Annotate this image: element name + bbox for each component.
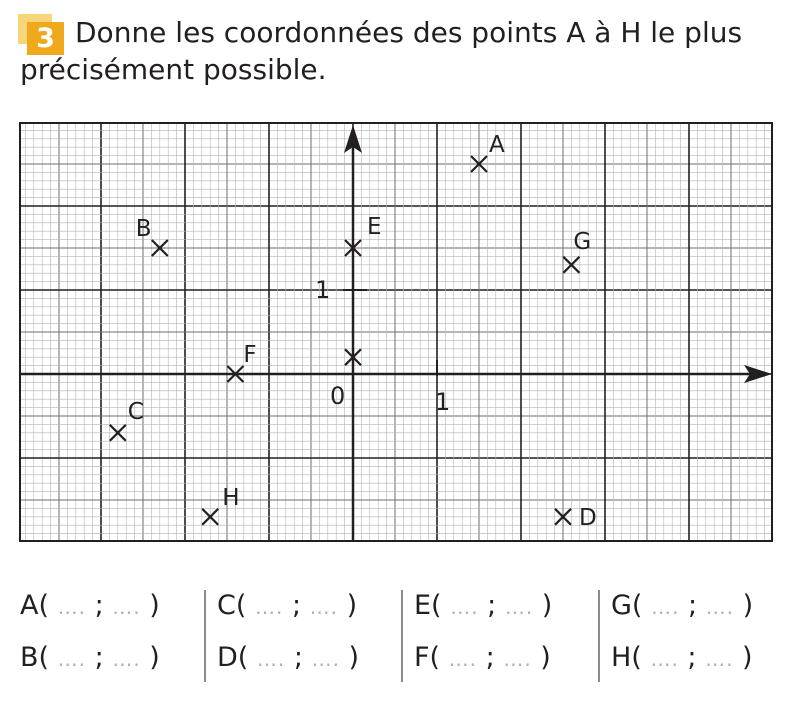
answer-area xyxy=(0,582,803,692)
y-unit-label: 1 xyxy=(315,276,331,304)
point-g-label: G xyxy=(573,228,592,255)
answer-close: ) xyxy=(742,590,754,621)
answer-blank-x[interactable]: …. xyxy=(650,647,679,671)
point-b-label: B xyxy=(135,216,152,242)
grid xyxy=(20,123,772,541)
answer-row-h xyxy=(611,642,753,673)
answer-separator: ; xyxy=(688,590,698,621)
answer-row-f xyxy=(414,642,551,673)
column-divider xyxy=(401,590,403,682)
answer-close: ) xyxy=(541,590,553,621)
answer-column-1 xyxy=(20,582,200,692)
answer-blank-y[interactable]: …. xyxy=(503,647,532,671)
answer-label: E( xyxy=(414,590,442,621)
exercise-number: 3 xyxy=(27,22,64,55)
answer-row-e xyxy=(414,590,552,621)
column-divider xyxy=(598,590,600,682)
answer-blank-y[interactable]: …. xyxy=(112,595,141,619)
answer-blank-x[interactable]: …. xyxy=(256,647,286,671)
answer-blank-y[interactable]: …. xyxy=(705,647,734,671)
answer-separator: ; xyxy=(687,642,697,673)
point-f-label: F xyxy=(243,342,257,368)
point-d-label: D xyxy=(579,504,597,531)
answer-blank-x[interactable]: …. xyxy=(57,647,87,671)
answer-row-b xyxy=(20,642,160,673)
answer-separator: ; xyxy=(94,590,104,621)
answer-blank-x[interactable]: …. xyxy=(254,595,284,619)
point-c-label: C xyxy=(127,398,144,425)
answer-close: ) xyxy=(742,642,753,673)
answer-label: D( xyxy=(217,642,249,673)
instruction-text: Donne les coordonnées des points A à H le plus précisément possible. xyxy=(20,16,743,86)
answer-separator: ; xyxy=(487,590,497,621)
answer-row-c xyxy=(217,590,357,621)
point-e-label: E xyxy=(367,214,382,240)
origin-label: 0 xyxy=(330,382,346,410)
answer-blank-y[interactable]: …. xyxy=(309,595,338,619)
answer-label: F( xyxy=(414,642,441,673)
answer-separator: ; xyxy=(485,642,495,673)
answer-blank-x[interactable]: …. xyxy=(57,595,86,619)
answer-label: B( xyxy=(20,642,50,673)
answer-close: ) xyxy=(346,590,358,621)
answer-row-a xyxy=(20,590,160,621)
answer-blank-y[interactable]: …. xyxy=(112,647,141,671)
answer-separator: ; xyxy=(293,642,303,673)
answer-column-3 xyxy=(414,582,594,692)
answer-column-4 xyxy=(611,582,791,692)
answer-separator: ; xyxy=(291,590,302,621)
answer-blank-x[interactable]: …. xyxy=(448,647,478,671)
column-divider xyxy=(204,590,206,682)
answer-label: G( xyxy=(611,590,643,621)
answer-close: ) xyxy=(149,590,160,621)
answer-blank-x[interactable]: …. xyxy=(450,595,479,619)
answer-label: H( xyxy=(611,642,642,673)
answer-separator: ; xyxy=(94,642,104,673)
axes xyxy=(20,125,772,541)
answer-label: C( xyxy=(217,590,247,621)
answer-close: ) xyxy=(149,642,160,673)
answer-column-2 xyxy=(217,582,397,692)
answer-blank-y[interactable]: …. xyxy=(504,595,534,619)
answer-blank-y[interactable]: …. xyxy=(311,647,340,671)
answer-row-g xyxy=(611,590,753,621)
point-a-label: A xyxy=(489,132,505,158)
answer-row-d xyxy=(217,642,359,673)
point-h-label: H xyxy=(222,484,240,511)
answer-label: A( xyxy=(20,590,50,621)
x-unit-label: 1 xyxy=(435,388,451,416)
answer-blank-x[interactable]: …. xyxy=(651,595,680,619)
answer-close: ) xyxy=(348,642,360,673)
answer-close: ) xyxy=(540,642,551,673)
answer-blank-y[interactable]: …. xyxy=(705,595,735,619)
